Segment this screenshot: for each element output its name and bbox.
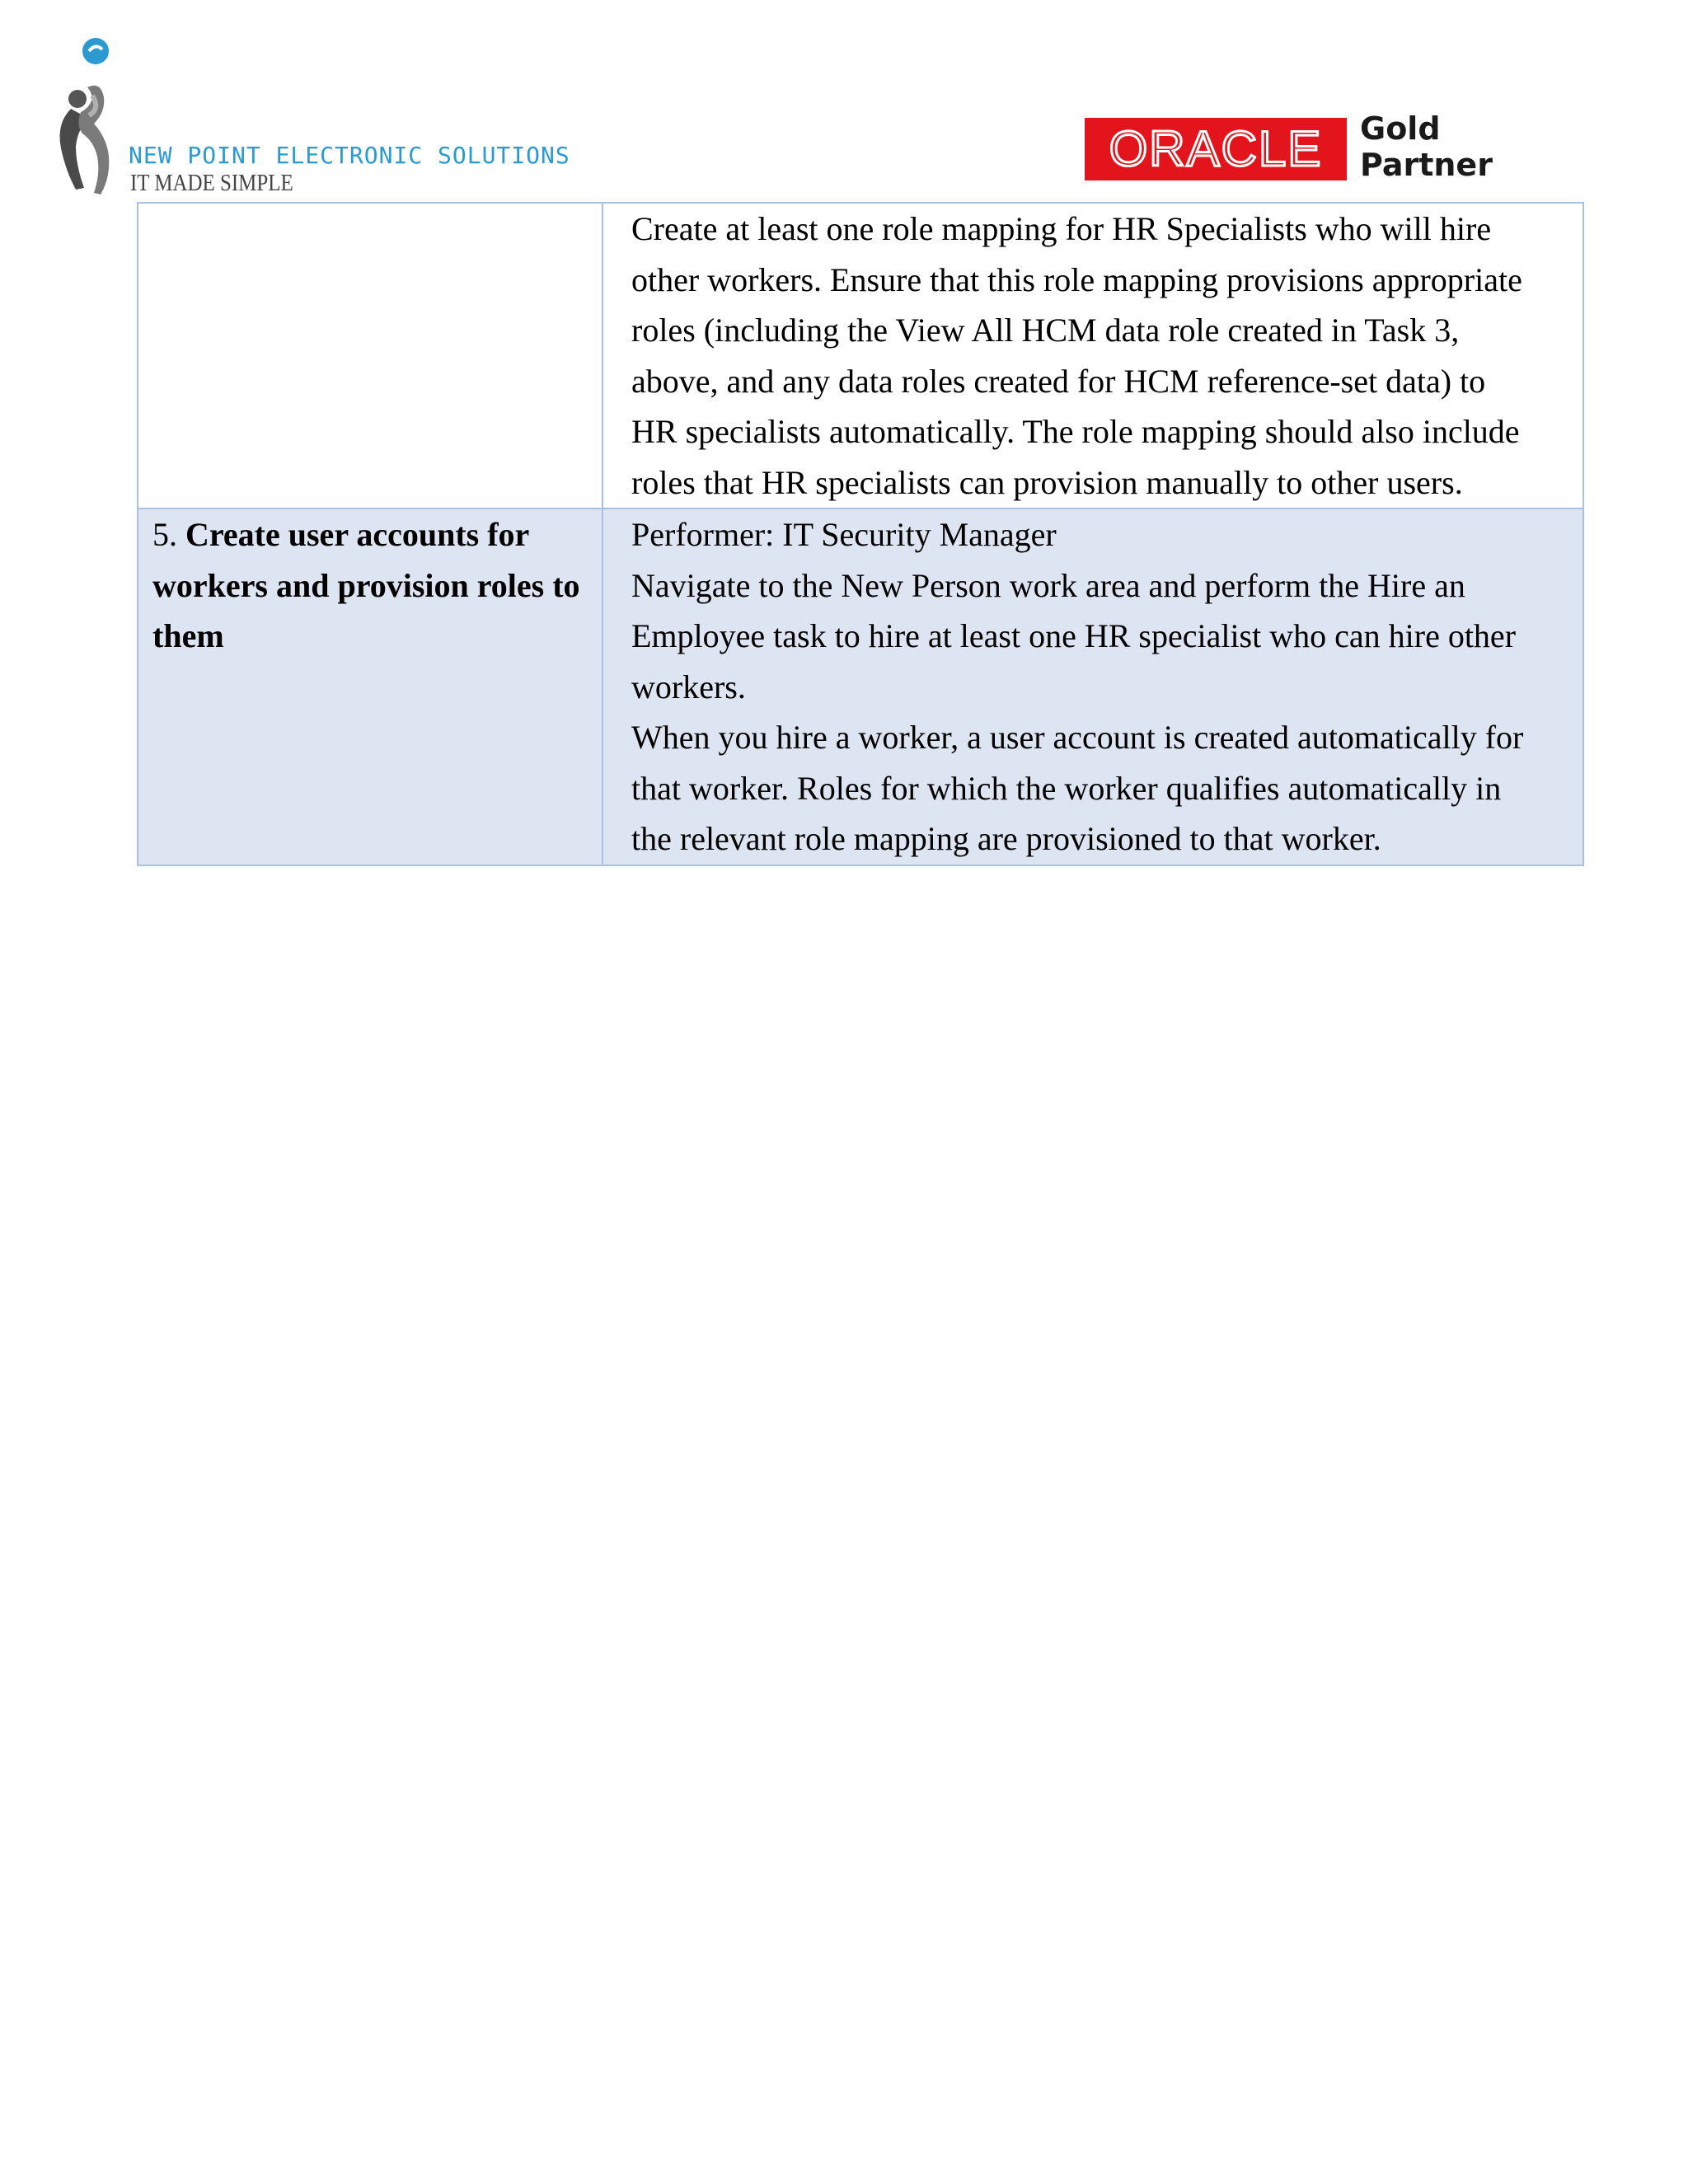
partner-kind: Partner xyxy=(1360,147,1493,183)
description-cell xyxy=(603,509,1583,865)
partner-wordmark: ORACLE xyxy=(1109,121,1323,176)
table-row xyxy=(138,203,1583,509)
company-logo xyxy=(40,33,570,198)
steps-table xyxy=(137,202,1584,866)
company-tagline: IT MADE SIMPLE xyxy=(130,170,293,196)
partner-logo xyxy=(1085,110,1493,186)
task-cell xyxy=(138,203,603,509)
task-cell xyxy=(138,509,603,865)
partner-badge xyxy=(1085,118,1347,180)
description-paragraph: When you hire a worker, a user account is created automatically for that worker. Roles for which the worker qualifies automatically in the relevant role mapping are provisioned to that worker. xyxy=(631,719,1524,857)
description-paragraph: Navigate to the New Person work area and perform the Hire an Employee task to hire at least one HR specialist who can hire other workers. xyxy=(631,566,1517,705)
company-name: NEW POINT ELECTRONIC SOLUTIONS xyxy=(129,142,570,169)
performer-line: Performer: IT Security Manager xyxy=(631,516,1057,553)
task-number: 5. xyxy=(152,516,177,553)
company-mascot-icon xyxy=(40,33,122,198)
task-title: Create user accounts for workers and provision roles to them xyxy=(152,516,580,654)
table-row xyxy=(138,509,1583,865)
partner-level: Gold xyxy=(1360,110,1441,147)
description-cell xyxy=(603,203,1583,509)
description-paragraph: Create at least one role mapping for HR Specialists who will hire other workers. Ensure that this role mapping provisions appropriate roles (including the View All HCM data role created in Task 3, above, and any data roles created for HCM reference-set data) to HR specialists automatically. The role mapping should also include roles that HR specialists can provision manually to other users. xyxy=(631,210,1522,501)
